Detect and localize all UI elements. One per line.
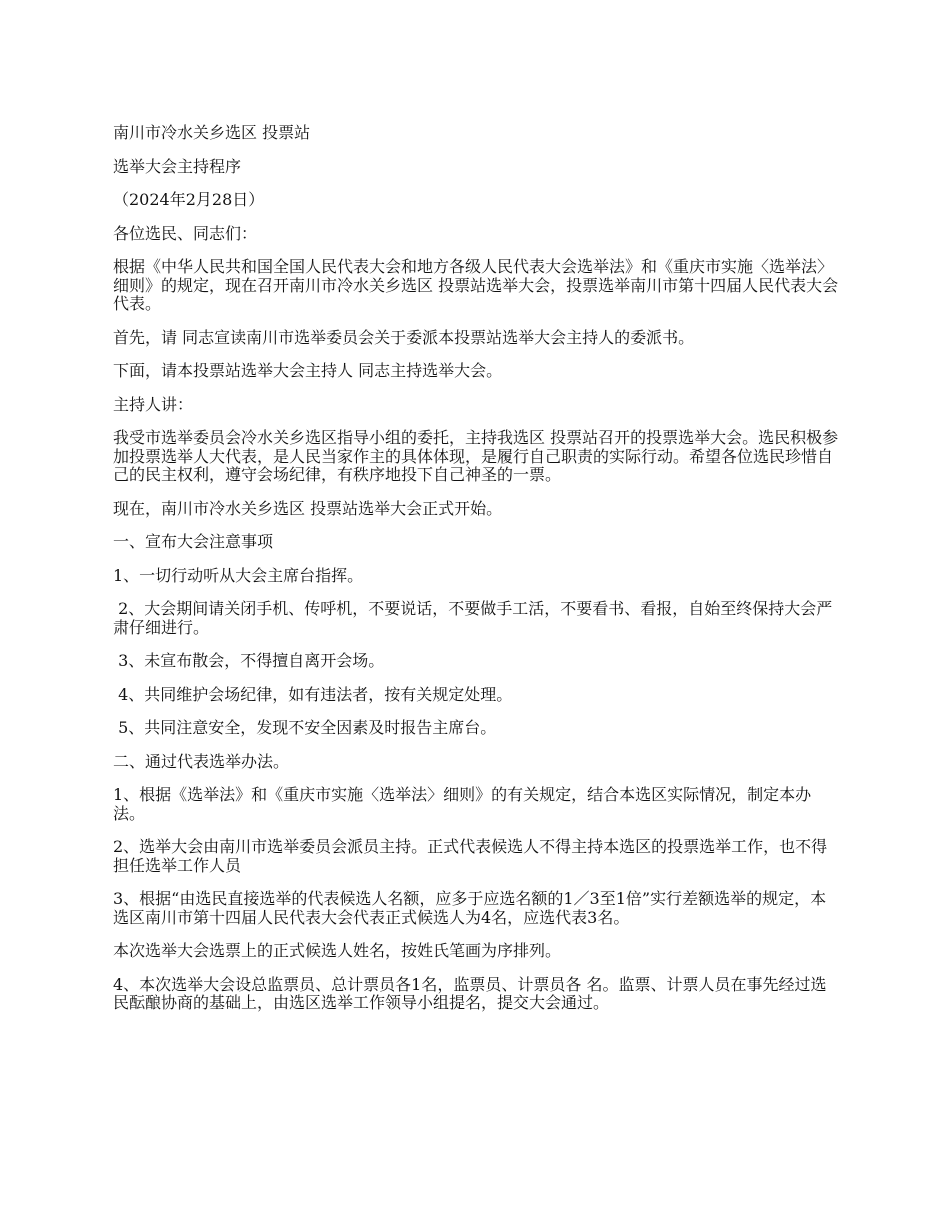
- list-item-rule-2: 2、选举大会由南川市选举委员会派员主持。正式代表候选人不得主持本选区的投票选举工作，也不得担任选举工作人员: [113, 837, 828, 875]
- paragraph-ballot-order: 本次选举大会选票上的正式候选人姓名，按姓氏笔画为序排列。: [113, 941, 562, 960]
- doc-title: 选举大会主持程序: [113, 156, 242, 176]
- document-body: [113, 124, 840, 1028]
- section-heading-notices: 一、宣布大会注意事项: [113, 532, 274, 551]
- doc-date: （2024年2月28日）: [113, 190, 265, 209]
- list-item-rule-4: 4、本次选举大会设总监票员、总计票员各1名，监票员、计票员各 名。监票、计票人员在事先经过选民酝酿协商的基础上，由选区选举工作领导小组提名，提交大会通过。: [113, 974, 827, 1012]
- paragraph-host-speech: 我受市选举委员会冷水关乡选区指导小组的委托，主持我选区 投票站召开的投票选举大会。选民积极参加投票选举人大代表，是人民当家作主的具体体现，是履行自己职责的实际行动。希望各位选民珍惜自己的民主权利，遵守会场纪律，有秩序地投下自己神圣的一票。: [113, 428, 839, 484]
- list-item-notice-1: 1、一切行动听从大会主席台指挥。: [113, 565, 364, 585]
- paragraph-host-speaks: 主持人讲：: [113, 394, 194, 414]
- list-item-notice-2: 2、大会期间请关闭手机、传呼机，不要说话，不要做手工活，不要看书、看报，自始至终保持大会严肃仔细进行。: [113, 599, 833, 637]
- paragraph-legal-basis: 根据《中华人民共和国全国人民代表大会和地方各级人民代表大会选举法》和《重庆市实施〈选举法〉细则》的规定，现在召开南川市冷水关乡选区 投票站选举大会，投票选举南川市第十四届人民代表大会代表。: [113, 257, 839, 313]
- list-item-notice-4: 4、共同维护会场纪律，如有违法者，按有关规定处理。: [113, 684, 513, 704]
- doc-heading-polling-station: 南川市冷水关乡选区 投票站: [113, 123, 311, 142]
- list-item-rule-1: 1、根据《选举法》和《重庆市实施〈选举法〉细则》的有关规定，结合本选区实际情况，制定本办法。: [113, 785, 812, 823]
- paragraph-first-step: 首先，请 同志宣读南川市选举委员会关于委派本投票站选举大会主持人的委派书。: [113, 327, 695, 347]
- list-item-notice-5: 5、共同注意安全，发现不安全因素及时报告主席台。: [113, 718, 497, 737]
- list-item-notice-3: 3、未宣布散会，不得擅自离开会场。: [113, 651, 385, 670]
- paragraph-next-step: 下面，请本投票站选举大会主持人 同志主持选举大会。: [113, 361, 503, 380]
- paragraph-meeting-start: 现在，南川市冷水关乡选区 投票站选举大会正式开始。: [113, 498, 503, 518]
- list-item-rule-3: 3、根据“由选民直接选举的代表候选人名额，应多于应选名额的1／3至1倍”实行差额选举的规定，本选区南川市第十四届人民代表大会代表正式候选人为4名，应选代表3名。: [113, 889, 827, 927]
- section-heading-election-rules: 二、通过代表选举办法。: [113, 751, 290, 771]
- doc-salutation: 各位选民、同志们：: [113, 223, 258, 243]
